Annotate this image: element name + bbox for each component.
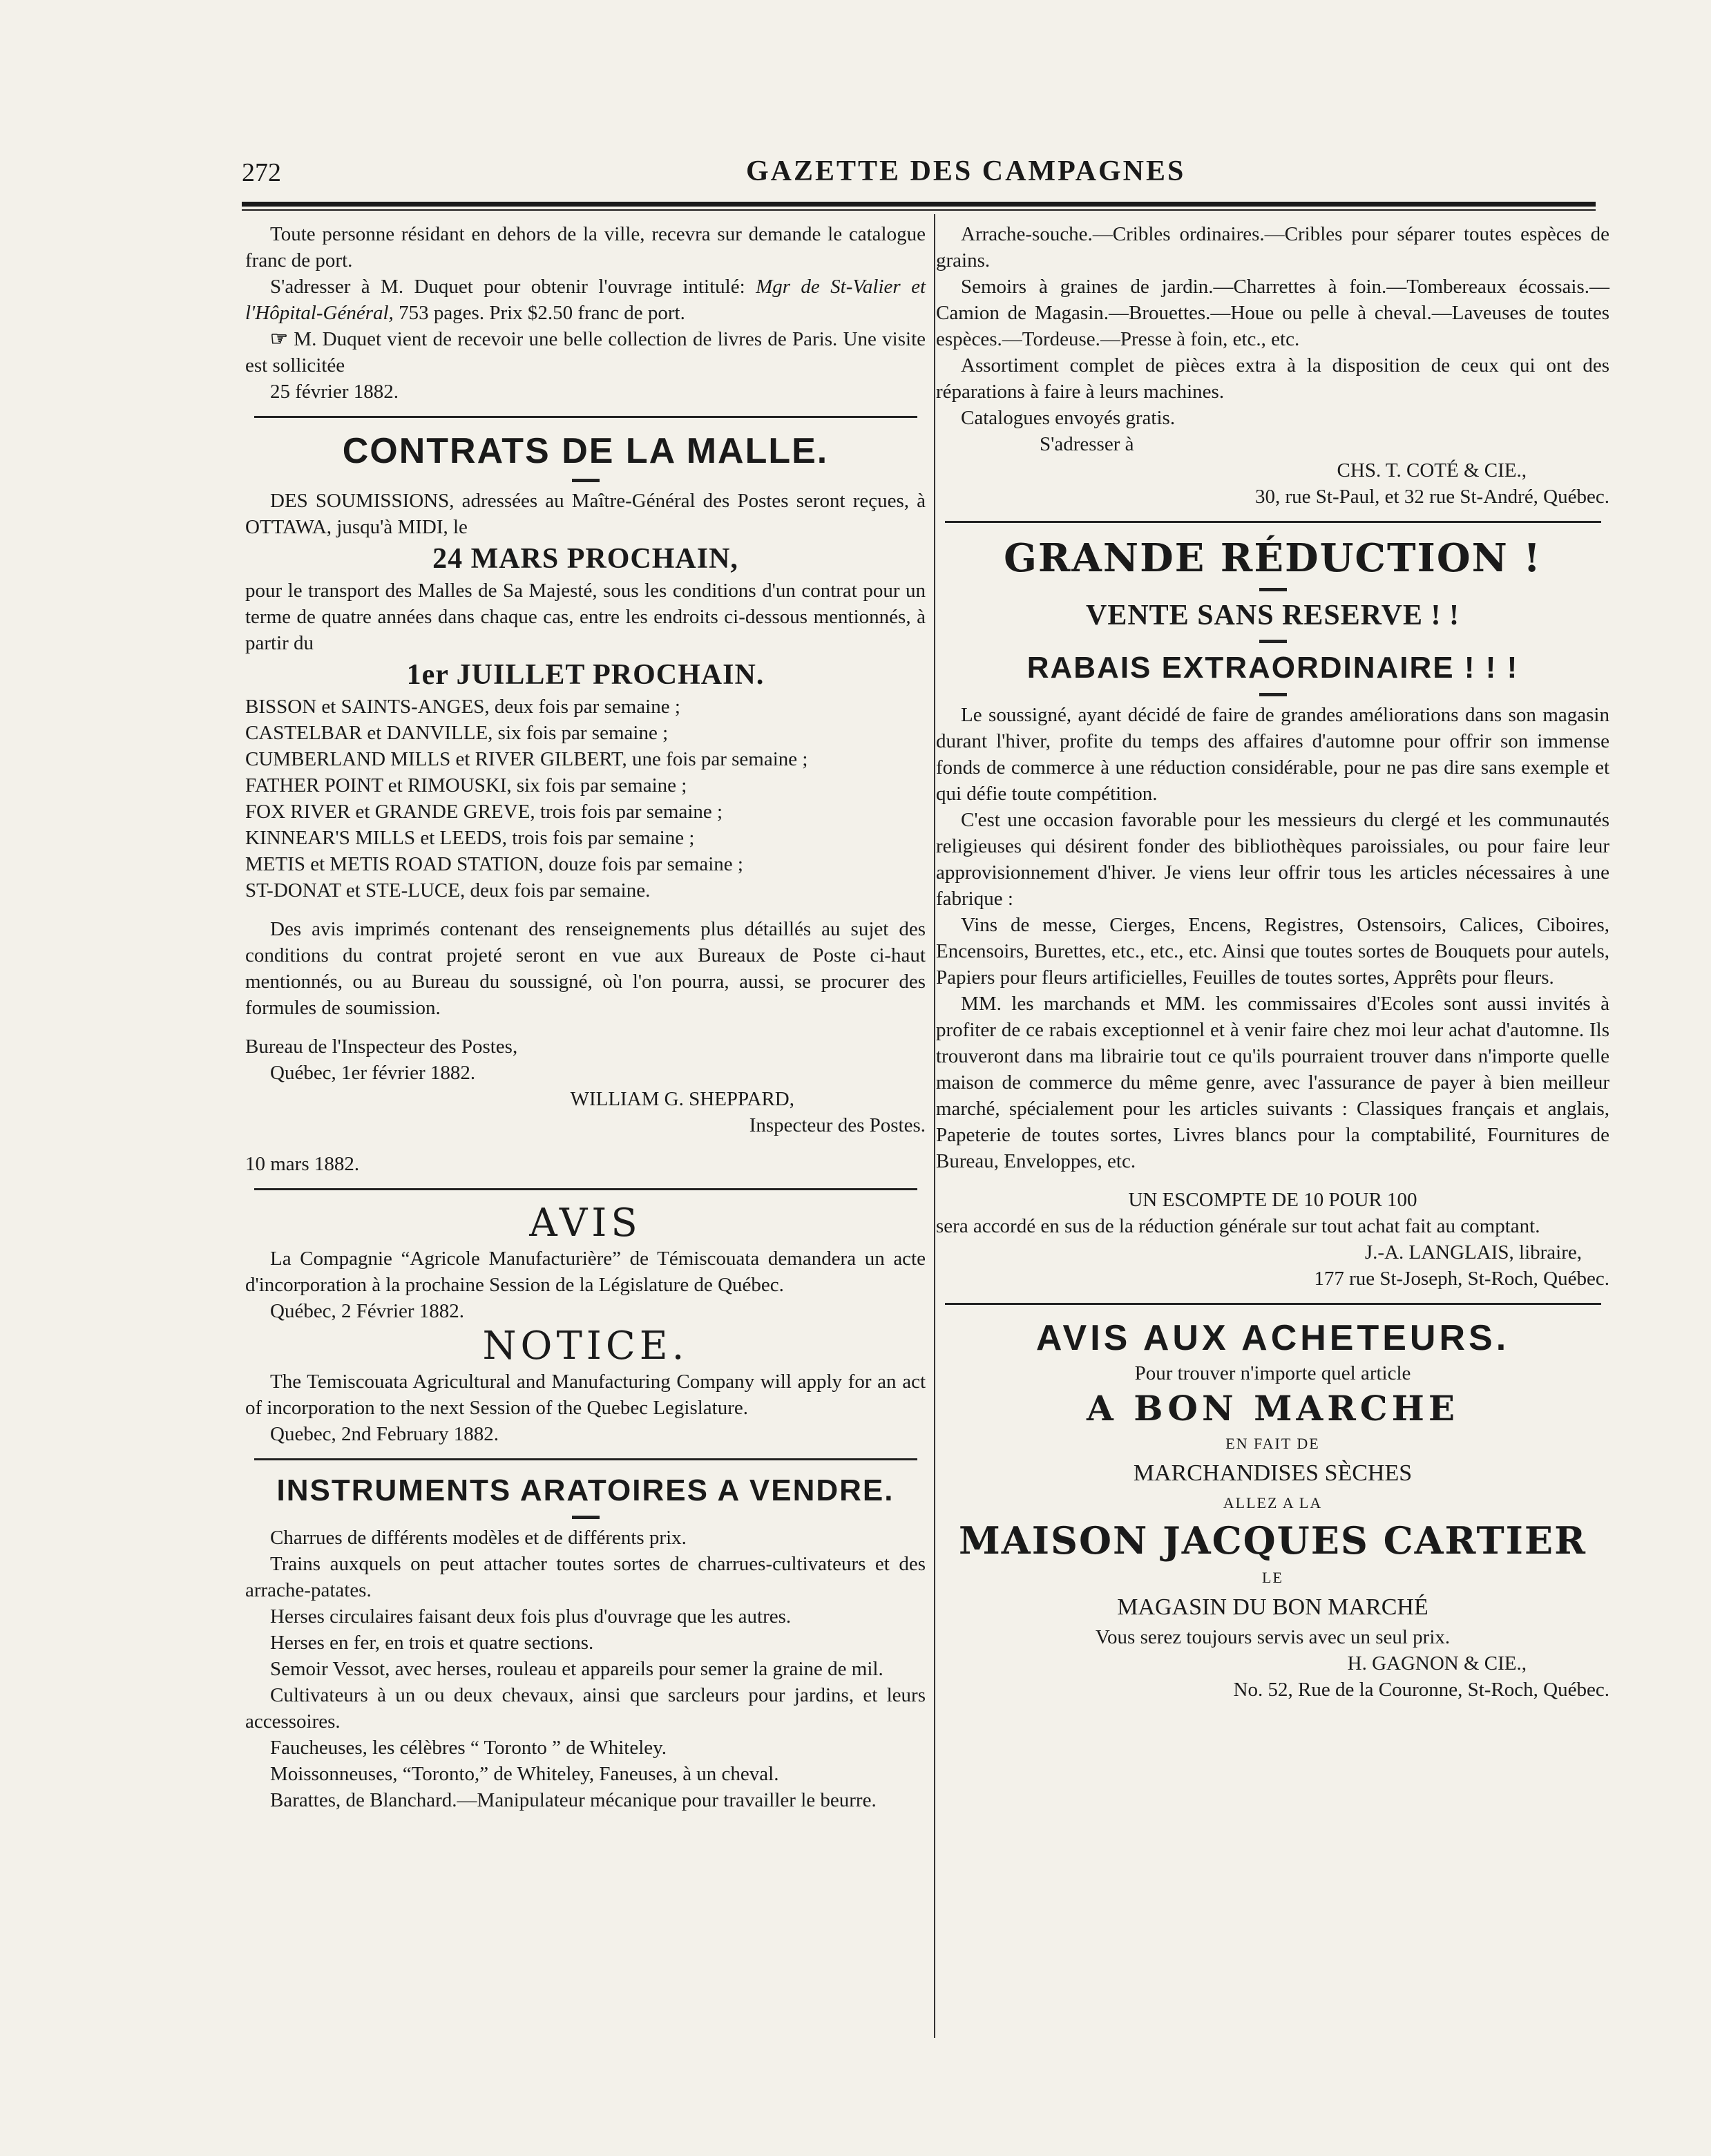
ad-line: Vous serez toujours servis avec un seul prix. [1095,1626,1451,1648]
text: 753 pages. Prix $2.50 franc de port. [399,302,685,324]
list-item: Cultivateurs à un ou deux chevaux, ainsi que sarcleurs pour jardins, et leurs accessoires. [245,1684,926,1733]
divider [1259,693,1287,696]
ad-line: LE [1262,1569,1283,1586]
deadline-date: 24 MARS PROCHAIN, [432,543,738,575]
date-line: 25 février 1882. [270,381,399,403]
paragraph: Des avis imprimés contenant des renseignements plus détaillés au sujet des conditions du contrat projeté seront en vue aux Bureaux de Poste ci-haut mentionnés, ou au Bureau du soussigné, où l'on pourra, aussi, se procurer des formules de soumission. [245,918,926,1019]
list-item: Herses circulaires faisant deux fois plus d'ouvrage que les autres. [270,1605,792,1628]
acheteurs-ad [936,1316,1609,1703]
pointing-hand-icon: ☞ [270,328,288,350]
divider [254,1188,917,1190]
paragraph: sera accordé en sus de la réduction générale sur tout achat fait au comptant. [936,1215,1540,1237]
paragraph: The Temiscouata Agricultural and Manufacturing Company will apply for an act of incorporation to the next Session of the Quebec Legislature. [245,1371,926,1419]
start-date: 1er JUILLET PROCHAIN. [406,659,765,691]
instruments-ad-continued [936,221,1609,510]
text: M. Duquet vient de recevoir une belle collection de livres de Paris. Une visite est sollicitée [245,328,926,376]
section-title: AVIS AUX ACHETEURS. [1035,1318,1510,1358]
company-address: 30, rue St-Paul, et 32 rue St-André, Québec. [1254,486,1609,508]
list-item: Trains auxquels on peut attacher toutes sortes de charrues-cultivateurs et des arrache-patates. [245,1553,926,1601]
ad-headline: A BON MARCHE [1087,1388,1459,1429]
list-item: CUMBERLAND MILLS et RIVER GILBERT, une fois par semaine ; [245,748,808,770]
divider [572,1516,600,1519]
paragraph: pour le transport des Malles de Sa Majesté, sous les conditions d'un contrat pour un terme de quatre années dans chaque cas, entre les endroits ci-dessous mentionnés, à partir du [245,580,926,654]
list-item: BISSON et SAINTS-ANGES, deux fois par semaine ; [245,696,680,718]
paragraph: Assortiment complet de pièces extra à la disposition de ceux qui ont des réparations à faire à leurs machines. [936,354,1609,403]
store-name: MAISON JACQUES CARTIER [959,1518,1587,1563]
list-item: FOX RIVER et GRANDE GREVE, trois fois par semaine ; [245,801,723,823]
subtitle: RABAIS EXTRAORDINAIRE ! ! ! [1026,651,1519,685]
list-item: Moissonneuses, “Toronto,” de Whiteley, Faneuses, à un cheval. [270,1763,779,1785]
list-item: FATHER POINT et RIMOUSKI, six fois par semaine ; [245,774,687,796]
paragraph: Semoirs à graines de jardin.—Charrettes à foin.—Tombereaux écossais.—Camion de Magasin.—Brouettes.—Houe ou pelle à cheval.—Laveuses de toutes espèces.—Tordeuse.—Presse à foin, etc., etc. [936,276,1609,350]
paragraph: Catalogues envoyés gratis. [961,407,1176,429]
divider [254,416,917,418]
subtitle: VENTE SANS RESERVE ! ! [1086,600,1460,631]
route-list [245,694,926,904]
date-line: Québec, 2 Février 1882. [270,1300,465,1322]
signature: J.-A. LANGLAIS, libraire, [1364,1241,1582,1263]
store-tagline: MAGASIN DU BON MARCHÉ [1117,1594,1428,1620]
paragraph: Vins de messe, Cierges, Encens, Registres, Ostensoirs, Calices, Ciboires, Encensoirs, Burettes, etc., etc., etc. Ainsi que toutes sortes de Bouquets pour autels, Papiers pour fleurs artificielles, Feuilles de toutes sortes, Apprêts pour fleurs. [936,914,1609,989]
list-item: KINNEAR'S MILLS et LEEDS, trois fois par semaine ; [245,827,695,849]
list-item: Faucheuses, les célèbres “ Toronto ” de Whiteley. [270,1737,667,1759]
section-title: GRANDE RÉDUCTION ! [1004,535,1542,581]
header-rule-thin [242,209,1596,211]
paragraph: La Compagnie “Agricole Manufacturière” de Témiscouata demandera un acte d'incorporation à la prochaine Session de la Législature de Québec. [245,1248,926,1296]
company-name: CHS. T. COTÉ & CIE., [1337,459,1527,481]
list-item: ST-DONAT et STE-LUCE, deux fois par semaine. [245,879,651,901]
instruments-ad [245,1471,926,1813]
office-line: Bureau de l'Inspecteur des Postes, [245,1036,518,1058]
divider [945,1303,1601,1305]
signature: H. GAGNON & CIE., [1347,1652,1527,1675]
ad-line: MARCHANDISES SÈCHES [1133,1460,1413,1486]
section-title: AVIS [529,1201,642,1246]
reduction-ad [936,534,1609,1292]
signature-address: 177 rue St-Joseph, St-Roch, Québec. [1314,1268,1609,1290]
header-rule [242,202,1596,207]
list-item: Barattes, de Blanchard.—Manipulateur mécanique pour travailler le beurre. [270,1789,877,1811]
page-header [242,151,1596,199]
divider [254,1458,917,1460]
right-column [936,221,1609,1703]
column-separator [934,214,935,2038]
paragraph [245,274,926,326]
section-title: NOTICE. [482,1324,689,1368]
paragraph: Le soussigné, ayant décidé de faire de grandes améliorations dans son magasin durant l'hiver, profite du temps des affaires d'automne pour offrir son immense fonds de commerce à une réduction considérable, pour ne pas dire sans exemple et qui défie toute compétition. [936,704,1609,805]
list-item: Herses en fer, en trois et quatre sections. [270,1632,594,1654]
paragraph [245,326,926,379]
ad-line: ALLEZ A LA [1223,1494,1323,1511]
english-notice [245,1324,926,1447]
list-item: CASTELBAR et DANVILLE, six fois par semaine ; [245,722,669,744]
page-number: 272 [242,158,281,187]
signature-title: Inspecteur des Postes. [749,1114,926,1136]
paragraph: C'est une occasion favorable pour les messieurs du clergé et les communautés religieuses qui désirent fonder des bibliothèques paroissiales, ou pour faire leur approvisionnement d'hiver. Je viens leur offrir tous les articles nécessaires à une fabrique : [936,809,1609,910]
ad-line: EN FAIT DE [1225,1435,1320,1452]
section-title: INSTRUMENTS ARATOIRES A VENDRE. [276,1473,895,1507]
book-title: Mgr de St-Valier et l'Hôpital-Général, [245,276,926,324]
signature: WILLIAM G. SHEPPARD, [570,1088,794,1110]
divider [572,479,600,482]
discount-line: UN ESCOMPTE DE 10 POUR 100 [1128,1189,1417,1211]
contrats-notice [245,429,926,1177]
paragraph: MM. les marchands et MM. les commissaires d'Ecoles sont aussi invités à profiter de ce rabais exceptionnel et à venir faire chez moi leur achat d'automne. Ils trouveront dans ma librairie tout ce qu'ils pourraient trouver dans n'importe quelle maison de commerce du même genre, avec l'assurance de payer à bien meilleur marché, spécialement pour les articles suivants : Classiques français et anglais, Papeterie de toutes sortes, Livres blancs pour la comptabilité, Fournitures de Bureau, Enveloppes, etc. [936,993,1609,1172]
divider [945,521,1601,523]
paragraph: Arrache-souche.—Cribles ordinaires.—Cribles pour séparer toutes espèces de grains. [936,223,1609,271]
list-item: METIS et METIS ROAD STATION, douze fois par semaine ; [245,853,743,875]
address-intro: S'adresser à [1040,433,1134,455]
paragraph: DES SOUMISSIONS, adressées au Maître-Général des Postes seront reçues, à OTTAWA, jusqu'à MIDI, le [245,490,926,538]
left-column [245,221,926,1813]
date-line: 10 mars 1882. [245,1153,360,1175]
masthead: GAZETTE DES CAMPAGNES [746,155,1186,187]
section-title: CONTRATS DE LA MALLE. [342,431,829,471]
list-item: Semoir Vessot, avec herses, rouleau et appareils pour semer la graine de mil. [270,1658,883,1680]
date-line: Quebec, 2nd February 1882. [270,1423,499,1445]
list-item: Charrues de différents modèles et de différents prix. [270,1527,687,1549]
office-date: Québec, 1er février 1882. [270,1062,476,1084]
divider [1259,640,1287,643]
ad-line: Pour trouver n'importe quel article [1134,1362,1411,1384]
avis-notice [245,1201,926,1324]
duquet-notice [245,221,926,405]
divider [1259,588,1287,591]
paragraph: Toute personne résidant en dehors de la ville, recevra sur demande le catalogue franc de port. [245,223,926,271]
signature-address: No. 52, Rue de la Couronne, St-Roch, Québec. [1233,1679,1609,1701]
text: S'adresser à M. Duquet pour obtenir l'ouvrage intitulé: [270,276,745,298]
